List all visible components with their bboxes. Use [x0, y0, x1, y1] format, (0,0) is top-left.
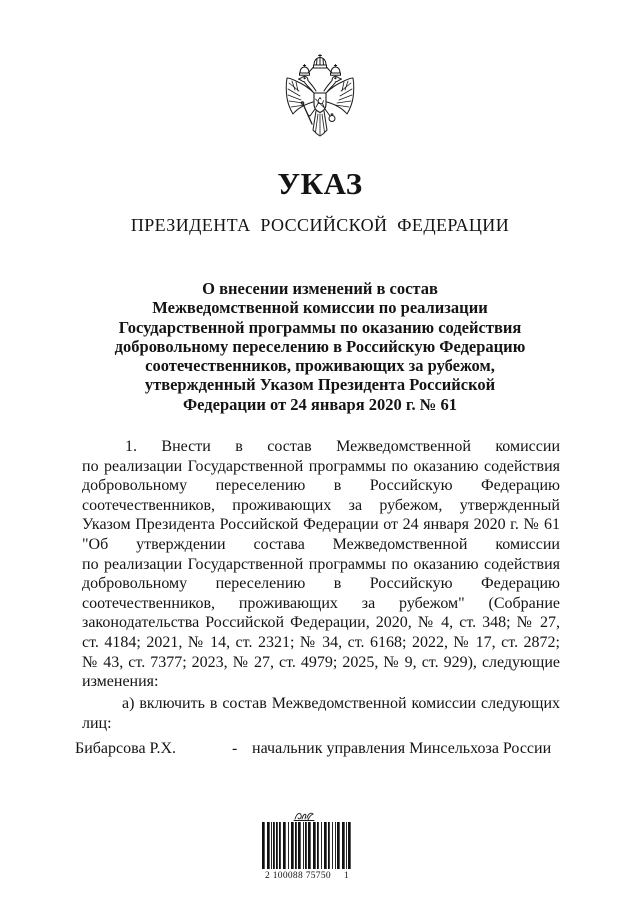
barcode-bar	[317, 822, 319, 869]
document-subtitle: ПРЕЗИДЕНТА РОССИЙСКОЙ ФЕДЕРАЦИИ	[130, 215, 510, 235]
heading-line: Государственной программы по оказанию содействия	[118, 317, 522, 337]
barcode-bar	[291, 822, 294, 869]
heading-line: Федерации от 24 января 2020 г. № 61	[183, 394, 457, 414]
crown-cross	[319, 54, 322, 58]
barcode-logo-icon	[293, 809, 315, 822]
member-separator: -	[232, 740, 238, 757]
body-line: ст. 4184; 2021, № 14, ст. 2321; № 34, ст. 6168; 2022, № 17, ст. 2872;	[82, 633, 560, 651]
barcode-bar	[348, 822, 351, 869]
barcode-bar	[303, 822, 304, 869]
body-line: соотечественников, проживающих за рубежом, утвержденный	[82, 496, 560, 514]
barcode-bar	[337, 822, 340, 869]
barcode-bar	[313, 822, 316, 869]
heading-line: соотечественников, проживающих за рубежом,	[145, 356, 495, 376]
barcode-logo-mark	[294, 813, 314, 820]
decree-heading	[70, 279, 570, 414]
body-line: добровольному переселению в Российскую Федерацию	[82, 575, 560, 593]
item-a	[82, 694, 560, 733]
barcode-bar	[298, 822, 301, 869]
heading-line: утвержденный Указом Президента Российской	[144, 375, 496, 395]
scepter	[303, 104, 312, 124]
member-name: Бибарсова Р.Х.	[75, 740, 176, 757]
body-line: изменения:	[82, 673, 159, 691]
barcode-bar	[271, 822, 272, 869]
barcode-bar	[308, 822, 311, 869]
barcode-bar	[283, 822, 286, 869]
barcode-bar	[335, 822, 336, 869]
body-line: по реализации Государственной программы по оказанию содействия	[82, 457, 560, 475]
body-line: № 43, ст. 7377; 2023, № 27, ст. 4979; 2025, № 9, ст. 929), следующие	[82, 653, 560, 671]
barcode-bar	[324, 822, 327, 869]
crown-band	[314, 65, 327, 68]
body-line: Указом Президента Российской Федерации от 24 января 2020 г. № 61	[82, 516, 560, 534]
wing-right-feathers	[335, 81, 352, 107]
body-line: добровольному переселению в Российскую Федерацию	[82, 477, 560, 495]
tail-feathers	[316, 114, 325, 135]
barcode-bar	[276, 822, 278, 869]
shield-outline	[314, 93, 326, 113]
heading-line: О внесении изменений в состав	[202, 279, 438, 298]
emblem-side-crowns	[300, 65, 341, 76]
emblem-shield	[314, 93, 326, 113]
barcode-check-digit: 1	[344, 871, 349, 881]
heading-line: добровольному переселению в Российскую Федерацию	[114, 336, 526, 356]
body-line: по реализации Государственной программы по оказанию содействия	[82, 555, 560, 573]
body-line: "Об утверждении состава Межведомственной комиссии	[82, 535, 560, 553]
barcode-bar	[267, 822, 270, 869]
barcode-bar	[262, 822, 265, 869]
barcode-bar	[346, 822, 347, 869]
crown-left	[300, 65, 309, 74]
barcode-bar	[328, 822, 330, 869]
orb	[329, 116, 335, 122]
emblem-tail	[313, 111, 327, 136]
wing-left-feathers	[288, 81, 305, 107]
emblem-heads	[299, 76, 342, 92]
state-emblem-icon	[283, 54, 357, 140]
barcode-bar	[321, 822, 322, 869]
barcode-bar	[273, 822, 275, 869]
barcode-bar	[342, 822, 345, 869]
body-line: соотечественников, проживающих за рубежом" (Собрание	[82, 594, 560, 612]
barcode-bar	[288, 822, 289, 869]
heading-line: Межведомственной комиссии по реализации	[152, 298, 488, 318]
barcode-bar	[295, 822, 297, 869]
eye-left	[304, 78, 305, 79]
barcode-bar	[279, 822, 281, 869]
member-position: начальник управления Минсельхоза России	[252, 740, 552, 757]
body-line: 1. Внести в состав Межведомственной комиссии	[125, 438, 560, 455]
item-a-line: лиц:	[82, 714, 112, 732]
paragraph-1	[82, 437, 560, 692]
body-line: законодательства Российской Федерации, 2020, № 4, ст. 348; № 27,	[82, 614, 560, 632]
barcode-bar	[305, 822, 307, 869]
head-left	[299, 76, 309, 81]
head-right	[332, 76, 342, 81]
crown-right	[331, 65, 340, 74]
document-title: УКАЗ	[277, 166, 363, 201]
barcode-number: 2 100088 75750	[265, 871, 331, 881]
emblem-center-crown	[314, 54, 327, 68]
eye-right	[335, 78, 336, 79]
barcode-bar	[332, 822, 333, 869]
item-a-line: а) включить в состав Межведомственной комиссии следующих	[122, 695, 560, 712]
member-row	[0, 739, 640, 761]
barcode	[262, 822, 352, 869]
